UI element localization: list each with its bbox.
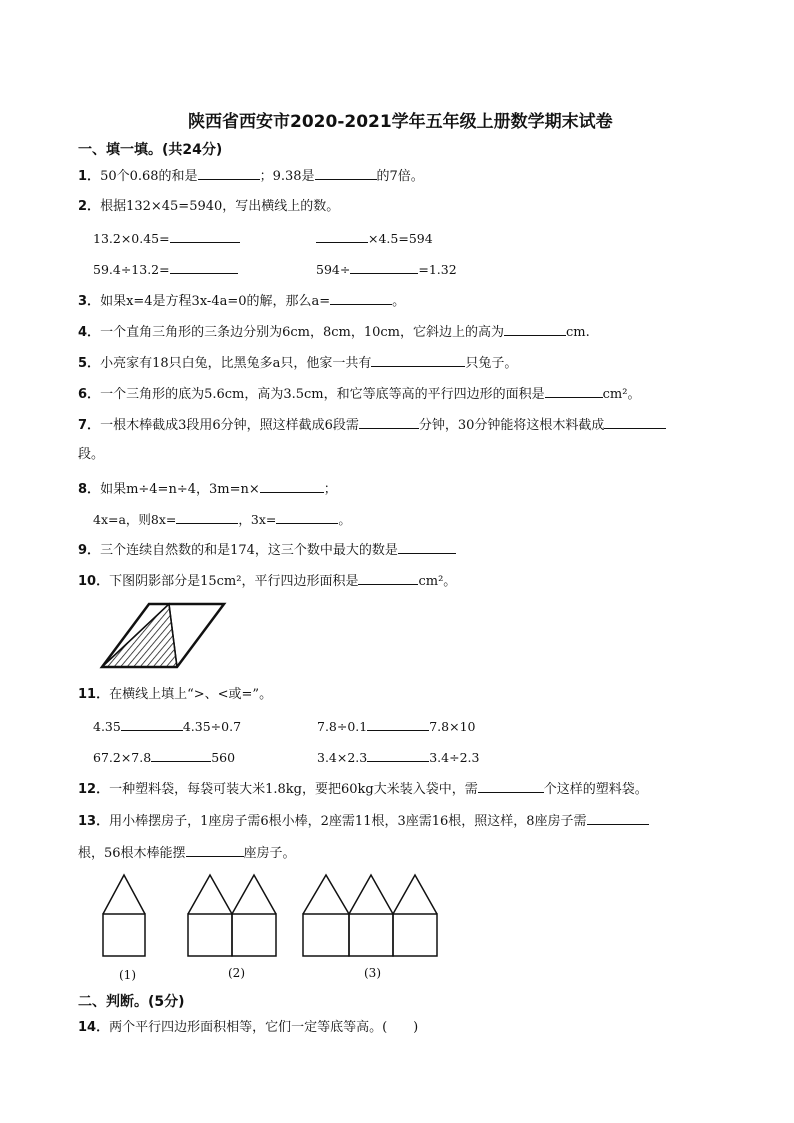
question-8: 8．如果m÷4=n÷4，3m=n× ；	[78, 479, 337, 499]
house-1-drawing	[103, 875, 145, 956]
answer-blank[interactable]	[316, 229, 368, 243]
q11-item: 3.4×2.3 3.4÷2.3	[317, 750, 480, 765]
answer-blank[interactable]	[151, 748, 211, 762]
question-7: 7．一根木棒截成3段用6分钟，照这样截成6段需 分钟，30分钟能将这根木料截成	[78, 415, 666, 435]
section-heading-fill: 一、填一填。(共24分)	[78, 142, 223, 158]
houses-figure	[100, 873, 445, 963]
answer-blank[interactable]	[260, 479, 324, 493]
question-11: 11．在横线上填上“>、<或=”。	[78, 687, 273, 702]
question-7-cont: 段。	[78, 447, 105, 462]
shaded-triangle	[102, 604, 177, 667]
answer-blank[interactable]	[358, 571, 418, 585]
page-title: 陕西省西安市2020-2021学年五年级上册数学期末试卷	[188, 112, 613, 132]
q2-item: 13.2×0.45=	[93, 229, 240, 248]
question-3: 3．如果x=4是方程3x-4a=0的解，那么a= 。	[78, 291, 405, 311]
answer-blank[interactable]	[330, 291, 392, 305]
question-8-cont: 4x=a，则8x= ，3x= 。	[93, 512, 351, 527]
answer-blank[interactable]	[371, 353, 465, 367]
house-3-drawing	[303, 875, 437, 956]
question-6: 6．一个三角形的底为5.6cm，高为3.5cm，和它等底等高的平行四边形的面积是 cm²。	[78, 384, 640, 404]
answer-blank[interactable]	[398, 540, 456, 554]
caption-1: (1)	[119, 968, 136, 982]
answer-blank[interactable]	[367, 717, 429, 731]
answer-blank[interactable]	[545, 384, 603, 398]
answer-blank[interactable]	[121, 717, 183, 731]
caption-2: (2)	[228, 966, 245, 980]
question-5: 5．小亮家有18只白兔，比黑兔多a只，他家一共有 只兔子。	[78, 353, 517, 373]
question-2: 2．根据132×45=5940，写出横线上的数。	[78, 199, 340, 214]
question-9: 9．三个连续自然数的和是174，这三个数中最大的数是	[78, 540, 456, 560]
answer-blank[interactable]	[350, 260, 418, 274]
q11-item: 67.2×7.8 560	[93, 750, 236, 765]
parallelogram-figure	[97, 601, 227, 671]
house-2-drawing	[188, 875, 276, 956]
answer-blank[interactable]	[478, 779, 544, 793]
section-heading-judge: 二、判断。(5分)	[78, 994, 185, 1010]
question-13: 13．用小棒摆房子，1座房子需6根小棒，2座需11根，3座需16根，照这样，8座房子需	[78, 811, 649, 831]
answer-blank[interactable]	[504, 322, 566, 336]
answer-blank[interactable]	[587, 811, 649, 825]
answer-blank[interactable]	[198, 166, 260, 180]
q11-item: 7.8÷0.1 7.8×10	[317, 719, 476, 734]
answer-blank[interactable]	[170, 260, 238, 274]
question-1: 1．50个0.68的和是 ；9.38是 的7倍。	[78, 166, 424, 186]
answer-blank[interactable]	[186, 843, 244, 857]
answer-blank[interactable]	[170, 229, 240, 243]
q11-item: 4.35 4.35÷0.7	[93, 719, 242, 734]
q2-item: 59.4÷13.2=	[93, 260, 238, 279]
question-10: 10．下图阴影部分是15cm²，平行四边形面积是 cm²。	[78, 571, 456, 591]
question-13-cont: 根，56根木棒能摆 座房子。	[78, 843, 296, 863]
question-14: 14．两个平行四边形面积相等，它们一定等底等高。( )	[78, 1020, 419, 1035]
question-4: 4．一个直角三角形的三条边分别为6cm，8cm，10cm，它斜边上的高为 cm.	[78, 322, 590, 342]
answer-blank[interactable]	[176, 510, 238, 524]
answer-blank[interactable]	[359, 415, 419, 429]
answer-blank[interactable]	[315, 166, 377, 180]
answer-blank[interactable]	[604, 415, 666, 429]
q2-item: 594÷ =1.32	[316, 262, 457, 277]
answer-blank[interactable]	[367, 748, 429, 762]
q2-item: ×4.5=594	[316, 229, 433, 248]
caption-3: (3)	[364, 966, 381, 980]
question-12: 12．一种塑料袋，每袋可装大米1.8kg，要把60kg大米装入袋中，需 个这样的塑料袋。	[78, 779, 648, 799]
answer-blank[interactable]	[276, 510, 338, 524]
